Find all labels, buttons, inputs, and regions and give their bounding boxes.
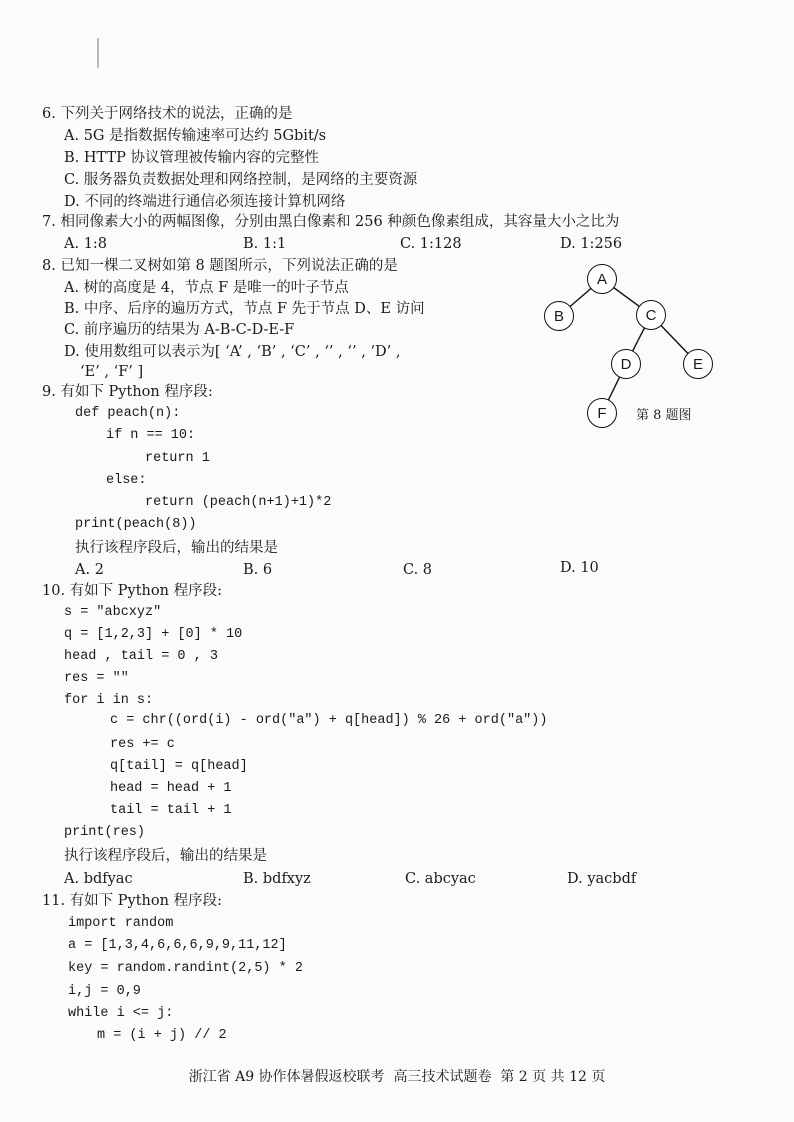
tree-node-e: E: [683, 349, 713, 379]
q8-option-c: C. 前序遍历的结果为 A-B-C-D-E-F: [64, 322, 295, 338]
q8-figure-caption: 第 8 题图: [636, 408, 692, 423]
q11-code-line: a = [1,3,4,6,6,6,9,9,11,12]: [68, 938, 287, 953]
q10-code-line: q = [1,2,3] + [0] * 10: [64, 627, 243, 642]
q10-code-line: res = "": [64, 671, 129, 686]
q9-code-line: if n == 10:: [106, 428, 196, 443]
q6-option-c: C. 服务器负责数据处理和网络控制，是网络的主要资源: [64, 172, 418, 188]
q9-option-b: B. 6: [243, 562, 273, 578]
q8-option-d-line2: ‘E’ , ‘F’ ]: [80, 364, 144, 380]
q11-code-line: while i <= j:: [68, 1006, 174, 1021]
q9-code-line: def peach(n):: [75, 406, 181, 421]
q7-stem: 7. 相同像素大小的两幅图像，分别由黑白像素和 256 种颜色像素组成，其容量大小之比为: [42, 214, 620, 230]
q11-code-line: m = (i + j) // 2: [97, 1028, 227, 1043]
q8-option-a: A. 树的高度是 4，节点 F 是唯一的叶子节点: [64, 280, 349, 296]
q10-code-line: res += c: [110, 737, 175, 752]
tree-node-f: F: [587, 398, 617, 428]
q9-prompt: 执行该程序段后，输出的结果是: [75, 540, 278, 556]
q10-code-line: head , tail = 0 , 3: [64, 649, 218, 664]
q9-code-line: print(peach(8)): [75, 517, 197, 532]
q10-code-line: c = chr((ord(i) - ord("a") + q[head]) % 26 + ord("a")): [110, 713, 548, 728]
q10-code-line: q[tail] = q[head]: [110, 759, 248, 774]
q6-option-d: D. 不同的终端进行通信必须连接计算机网络: [64, 194, 346, 210]
q11-code-line: i,j = 0,9: [68, 984, 141, 999]
q7-option-a: A. 1:8: [64, 236, 108, 252]
page-footer: 浙江省 A9 协作体暑假返校联考 高三技术试题卷 第 2 页 共 12 页: [188, 1069, 606, 1085]
q10-option-d: D. yacbdf: [567, 871, 637, 887]
q11-code-line: key = random.randint(2,5) * 2: [68, 961, 303, 976]
q11-stem: 11. 有如下 Python 程序段:: [42, 893, 222, 909]
q9-option-a: A. 2: [75, 562, 104, 578]
q10-code-line: for i in s:: [64, 693, 154, 708]
q10-option-c: C. abcyac: [405, 871, 476, 887]
q10-option-b: B. bdfxyz: [243, 871, 311, 887]
q6-stem: 6. 下列关于网络技术的说法，正确的是: [42, 106, 293, 122]
q9-stem: 9. 有如下 Python 程序段:: [42, 384, 213, 400]
q10-code-line: s = "abcxyz": [64, 605, 162, 620]
q8-option-d-line1: D. 使用数组可以表示为[ ‘A’ , ‘B’ , ‘C’ , ‘’ , ‘’ , ‘D’ ,: [64, 344, 401, 360]
q9-code-line: return (peach(n+1)+1)*2: [145, 495, 332, 510]
tree-node-c: C: [636, 300, 666, 330]
q8-option-b: B. 中序、后序的遍历方式，节点 F 先于节点 D、E 访问: [64, 301, 425, 317]
q10-stem: 10. 有如下 Python 程序段:: [42, 583, 222, 599]
q9-code-line: else:: [106, 473, 147, 488]
q10-code-line: print(res): [64, 825, 146, 840]
q11-code-line: import random: [68, 916, 174, 931]
q9-option-c: C. 8: [403, 562, 433, 578]
q10-code-line: head = head + 1: [110, 781, 232, 796]
tree-node-d: D: [611, 349, 641, 379]
q10-code-line: tail = tail + 1: [110, 803, 232, 818]
q7-option-d: D. 1:256: [560, 236, 623, 252]
q7-option-c: C. 1:128: [400, 236, 462, 252]
tree-node-b: B: [544, 301, 574, 331]
q7-option-b: B. 1:1: [243, 236, 287, 252]
q10-option-a: A. bdfyac: [64, 871, 133, 887]
tree-node-a: A: [587, 264, 617, 294]
q9-code-line: return 1: [145, 451, 210, 466]
q6-option-a: A. 5G 是指数据传输速率可达约 5Gbit/s: [64, 128, 327, 144]
q8-stem: 8. 已知一棵二叉树如第 8 题图所示，下列说法正确的是: [42, 258, 398, 274]
q10-prompt: 执行该程序段后，输出的结果是: [64, 848, 267, 864]
q9-option-d: D. 10: [560, 560, 599, 576]
q6-option-b: B. HTTP 协议管理被传输内容的完整性: [64, 150, 319, 166]
